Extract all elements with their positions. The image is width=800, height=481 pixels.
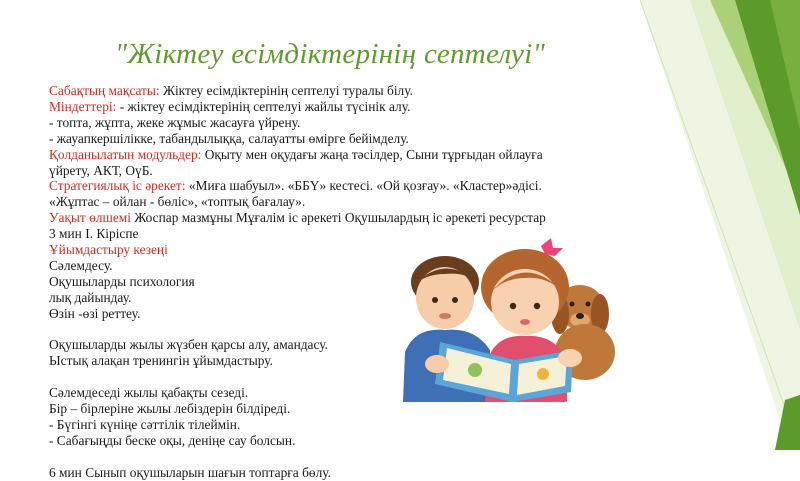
line-strategy-cont: «Жұптас – ойлан - бөліс», «топтық бағалау». xyxy=(49,194,306,210)
line-welcome: Оқушыларды жылы жүзбен қарсы алу, амандасу. xyxy=(49,337,328,353)
line-psych: Оқушыларды психология xyxy=(49,273,195,289)
line-time: Уақыт өлшемі Жоспар мазмұны Мұғалім іс әрекеті Оқушылардың іс әрекеті ресурстар xyxy=(49,210,546,226)
line-org-stage: Ұйымдастыру кезеңі xyxy=(49,242,168,258)
line-task-3: - жауапкершілікке, табандылыққа, салауатты өмірге бейімделу. xyxy=(49,130,409,146)
children-reading-book-with-puppy-icon xyxy=(395,232,630,402)
line-modules-cont: үйрету, АКТ, ОүБ. xyxy=(49,162,153,178)
line-task-2: - топта, жұпта, жеке жұмыс жасауға үйрену. xyxy=(49,114,301,130)
line-wish-1: - Бүгінгі күніңе сәттілік тілеймін. xyxy=(49,417,241,432)
line-strategy: Стратегиялық іс әрекет: «Миға шабуыл». «ББҮ» кестесі. «Ой қозғау». «Кластер»әдісі. xyxy=(49,178,542,194)
line-wish-2: - Сабағыңды беске оқы, деніңе сау болсын. xyxy=(49,432,296,448)
line-groups: 6 мин Сынып оқушыларын шағын топтарға бөлу. xyxy=(49,464,331,480)
line-wishes: Бір – бірлеріне жылы лебіздерін білдіреді. xyxy=(49,401,291,417)
spacer xyxy=(49,449,629,465)
line-feel: Сәлемдеседі жылы қабақты сезеді. xyxy=(49,385,249,401)
slide-title: "Жіктеу есімдіктерінің септелуі" xyxy=(114,38,546,70)
line-goal: Сабақтың мақсаты: Жіктеу есімдіктерінің септелуі туралы білу. xyxy=(49,83,413,98)
line-training: Ыстық алақан тренингін ұйымдастыру. xyxy=(49,353,273,369)
line-greeting: Сәлемдесу. xyxy=(49,257,113,273)
line-intro: 3 мин І. Кіріспе xyxy=(49,226,139,242)
line-self-reg: Өзін -өзі реттеу. xyxy=(49,305,141,321)
line-psych-cont: лық дайындау. xyxy=(49,289,132,305)
line-tasks: Міндеттері: - жіктеу есімдіктерінің септелуі жайлы түсінік алу. xyxy=(49,98,411,114)
line-modules: Қолданылатын модульдер: Оқыту мен оқудағы жаңа тәсілдер, Сыни тұрғыдан ойлауға xyxy=(49,146,543,162)
